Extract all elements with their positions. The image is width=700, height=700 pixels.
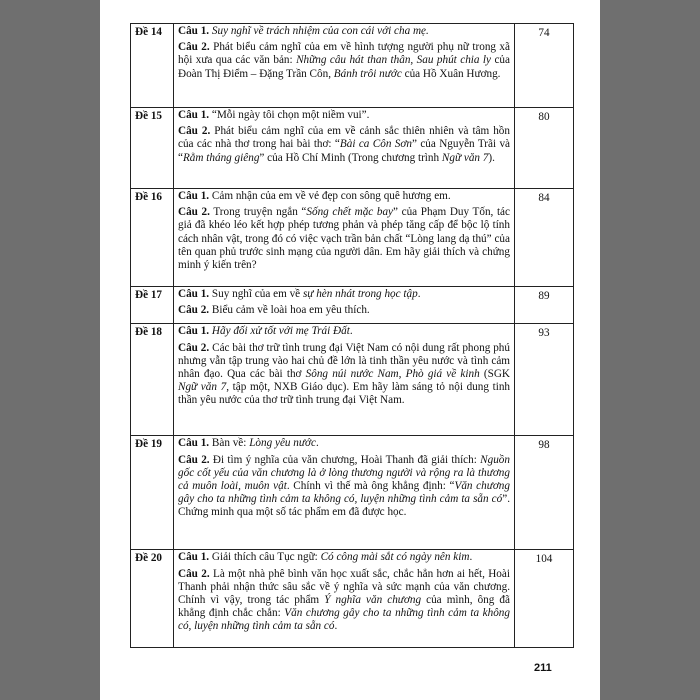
question-1: Câu 1. Suy nghĩ của em về sự hèn nhát trong học tập. <box>178 288 421 300</box>
page-ref: 89 <box>515 287 574 324</box>
question-2: Câu 2. Biểu cảm về loài hoa em yêu thích. <box>178 304 370 317</box>
question-2: Câu 2. Đi tìm ý nghĩa của văn chương, Hoài Thanh đã giải thích: Nguồn gốc cốt yếu của văn chương là ở lòng thương người và rộng ra là thương cả muôn loài, muôn vật. Chính vì thế mà ông khẳng định: “Văn chương gây cho ta những tình cảm ta không có, luyện những tình cảm ta sẵn có”. Chứng minh qua một số tác phẩm em đã được học. <box>178 453 510 519</box>
question-1: Câu 1. “Mỗi ngày tôi chọn một niềm vui”. <box>178 109 370 121</box>
table-row <box>131 550 574 648</box>
page-ref: 93 <box>515 324 574 436</box>
table-row <box>131 108 574 189</box>
question-1: Câu 1. Giải thích câu Tục ngữ: Có công mài sắt có ngày nên kim. <box>178 551 473 564</box>
question-1: Câu 1. Cảm nhận của em về vẻ đẹp con sông quê hương em. <box>178 190 451 202</box>
topic-number: Đề 18 <box>131 324 174 436</box>
page-ref: 80 <box>515 108 574 189</box>
page-ref: 104 <box>515 550 574 648</box>
question-2: Câu 2. Là một nhà phê bình văn học xuất sắc, chắc hẳn hơn ai hết, Hoài Thanh phải nhận thức sâu sắc về ý nghĩa và sức mạnh của văn chương. Chính vì vậy, trong tác phẩm Ý nghĩa văn chương của mình, ông đã khẳng định chắc chắn: Văn chương gây cho ta những tình cảm ta không có, luyện những tình cảm ta sẵn có. <box>178 567 510 633</box>
topic-content <box>174 324 515 436</box>
topic-content <box>174 189 515 287</box>
table-row <box>131 24 574 108</box>
topic-number: Đề 14 <box>131 24 174 108</box>
exam-topics-table <box>130 23 574 648</box>
topic-number: Đề 19 <box>131 436 174 550</box>
topic-number: Đề 20 <box>131 550 174 648</box>
table-row <box>131 287 574 324</box>
topic-content <box>174 24 515 108</box>
question-1: Câu 1. Suy nghĩ về trách nhiệm của con cái với cha mẹ. <box>178 25 429 37</box>
question-2: Câu 2. Trong truyện ngắn “Sống chết mặc bay” của Phạm Duy Tốn, tác giả đã khéo léo kết hợp phép tương phản và phép tăng cấp để bộc lộ tính cách nhân vật, trong đó có việc vạch trần bản chất “Lòng lang dạ thú” của tên quan phủ trước sinh mạng của người dân. Em hãy giải thích và chứng minh ý kiến trên? <box>178 206 510 272</box>
right-margin <box>600 0 700 700</box>
page-ref: 74 <box>515 24 574 108</box>
left-margin <box>0 0 100 700</box>
topic-content <box>174 550 515 648</box>
table-row <box>131 436 574 550</box>
topic-content <box>174 287 515 324</box>
topic-content <box>174 108 515 189</box>
question-2: Câu 2. Phát biểu cảm nghĩ của em về hình tượng người phụ nữ trong xã hội xưa qua các văn bản: Những câu hát than thân, Sau phút chia ly của Đoàn Thị Điểm – Đặng Trần Côn, Bánh trôi nước của Hồ Xuân Hương. <box>178 41 510 80</box>
table-row <box>131 324 574 436</box>
book-page <box>100 0 600 700</box>
topic-content <box>174 436 515 550</box>
page-ref: 84 <box>515 189 574 287</box>
topic-number: Đề 15 <box>131 108 174 189</box>
page-number: 211 <box>534 662 552 674</box>
question-2: Câu 2. Phát biểu cảm nghĩ của em về cảnh sắc thiên nhiên và tâm hồn của các nhà thơ trong hai bài thơ: “Bài ca Côn Sơn” của Nguyễn Trãi và “Rằm tháng giêng” của Hồ Chí Minh (Trong chương trình Ngữ văn 7). <box>178 125 511 164</box>
topic-number: Đề 17 <box>131 287 174 324</box>
page-ref: 98 <box>515 436 574 550</box>
question-2: Câu 2. Các bài thơ trữ tình trung đại Việt Nam có nội dung rất phong phú nhưng vẫn tập trung vào hai chủ đề lớn là tinh thần yêu nước và tình cảm nhân đạo. Qua các bài thơ Sông núi nước Nam, Phò giá về kinh (SGK Ngữ văn 7, tập một, NXB Giáo dục). Em hãy làm sáng tỏ nội dung tinh thần yêu nước của thơ trữ tình trung đại Việt Nam. <box>178 341 511 407</box>
question-1: Câu 1. Bàn về: Lòng yêu nước. <box>178 437 319 450</box>
topic-number: Đề 16 <box>131 189 174 287</box>
question-1: Câu 1. Hãy đối xử tốt với mẹ Trái Đất. <box>178 325 353 338</box>
table-row <box>131 189 574 287</box>
